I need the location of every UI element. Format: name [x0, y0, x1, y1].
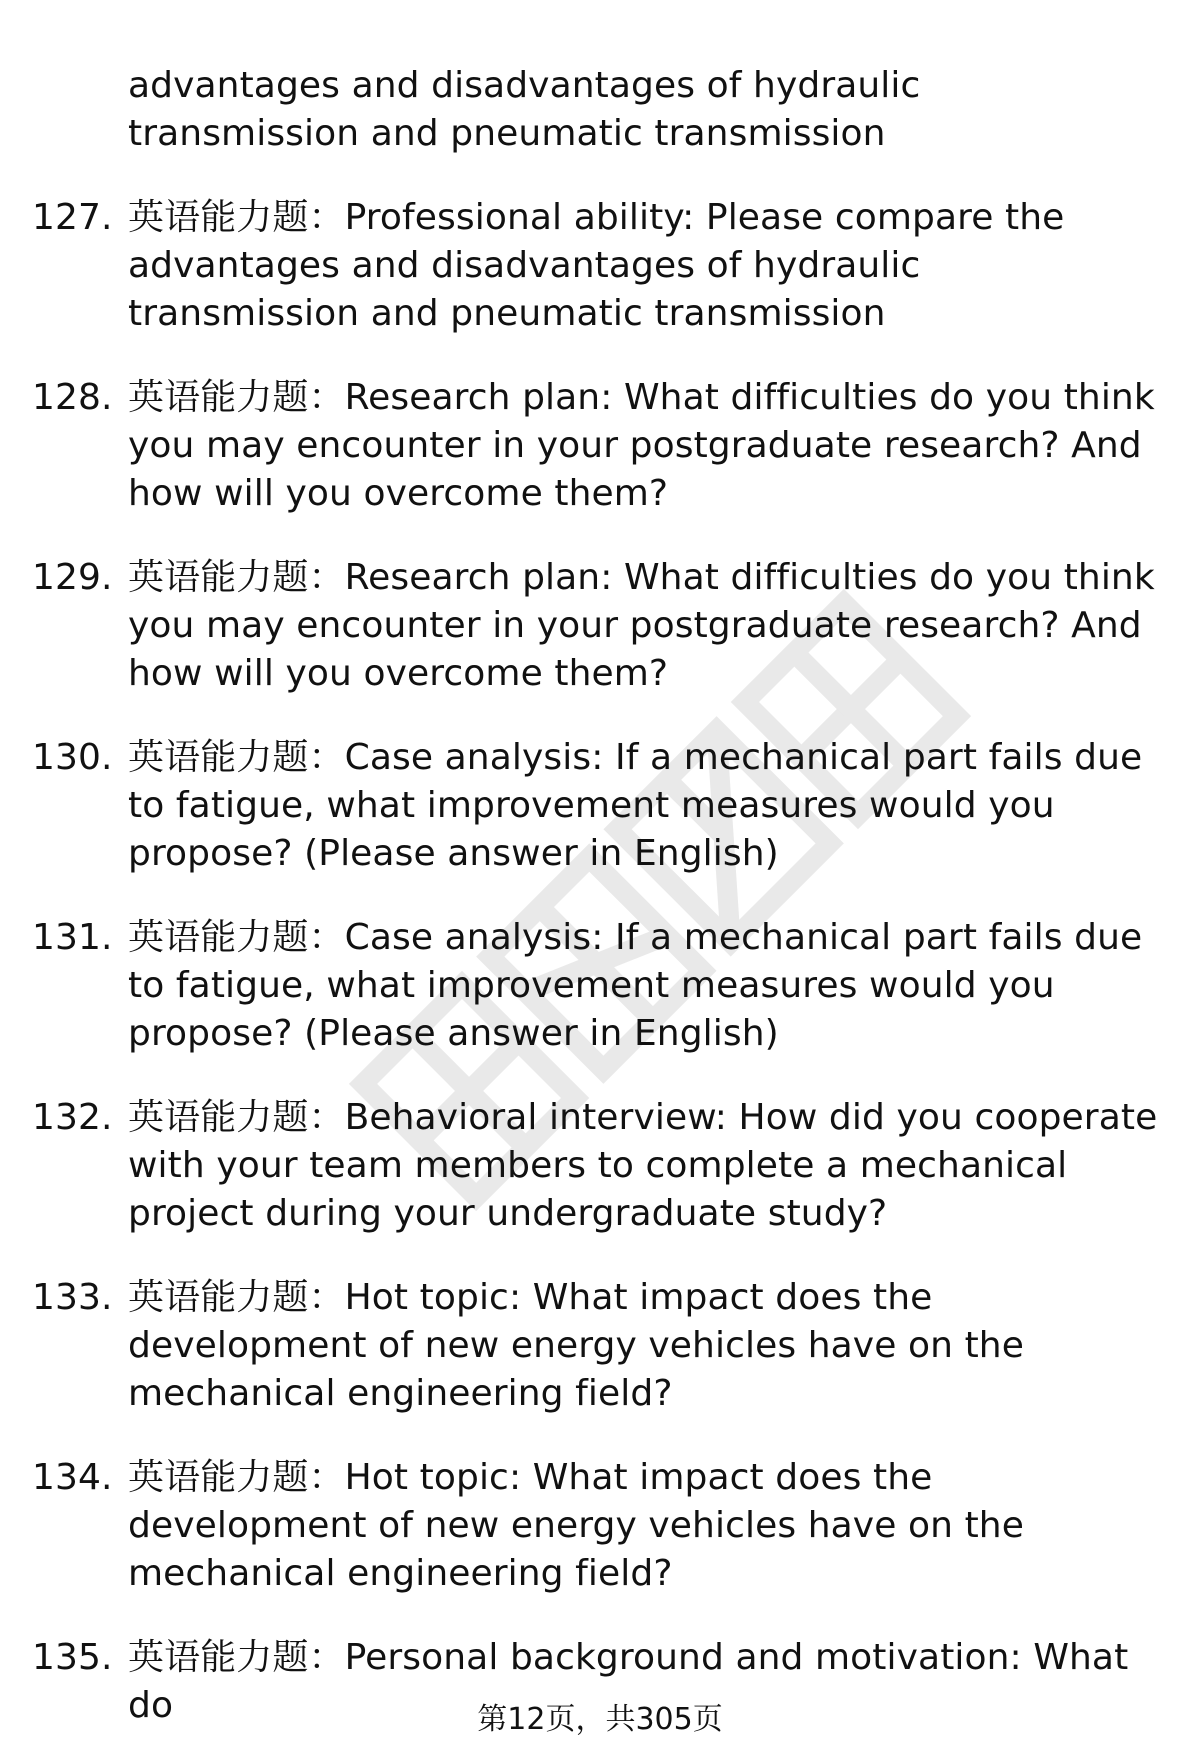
- question-text: 英语能力题：Case analysis: If a mechanical part fails due to fatigue, what improvement measures would you propose? (Please answer in English): [128, 737, 1143, 874]
- question-text: 英语能力题：Hot topic: What impact does the development of new energy vehicles have on the mechanical engineering field?: [128, 1277, 1024, 1414]
- question-item: [0, 1274, 1158, 1418]
- question-text: 英语能力题：Personal background and motivation: What do: [128, 1637, 1129, 1726]
- question-text: 英语能力题：Behavioral interview: How did you cooperate with your team members to complete a mechanical project during your undergraduate study?: [128, 1097, 1158, 1234]
- question-number: 128.: [32, 377, 113, 418]
- question-number: 129.: [32, 557, 113, 598]
- question-number: 130.: [32, 737, 113, 778]
- question-number: 133.: [32, 1277, 113, 1318]
- question-number: 134.: [32, 1457, 113, 1498]
- question-text: 英语能力题：Case analysis: If a mechanical part fails due to fatigue, what improvement measures would you propose? (Please answer in English): [128, 917, 1143, 1054]
- question-number: 135.: [32, 1637, 113, 1678]
- question-number: 132.: [32, 1097, 113, 1138]
- question-list: [0, 62, 1200, 1730]
- question-text: 英语能力题：Hot topic: What impact does the development of new energy vehicles have on the mechanical engineering field?: [128, 1457, 1024, 1594]
- page-indicator: 第12页，共305页: [477, 1702, 723, 1737]
- question-number: 127.: [32, 197, 113, 238]
- question-item: [0, 554, 1158, 698]
- question-item: [0, 734, 1158, 878]
- question-text: 英语能力题：Research plan: What difficulties do you think you may encounter in your postgraduate research? And how will you overcome them?: [128, 377, 1155, 514]
- question-item: [0, 914, 1158, 1058]
- question-item: [0, 1094, 1158, 1238]
- question-item: [0, 194, 1158, 338]
- question-item: [0, 374, 1158, 518]
- question-text: 英语能力题：Professional ability: Please compare the advantages and disadvantages of hydraulic transmission and pneumatic transmission: [128, 197, 1065, 334]
- continued-question-text: advantages and disadvantages of hydraulic transmission and pneumatic transmission: [128, 65, 921, 154]
- question-item: [0, 1454, 1158, 1598]
- question-text: 英语能力题：Research plan: What difficulties do you think you may encounter in your postgraduate research? And how will you overcome them?: [128, 557, 1155, 694]
- question-number: 131.: [32, 917, 113, 958]
